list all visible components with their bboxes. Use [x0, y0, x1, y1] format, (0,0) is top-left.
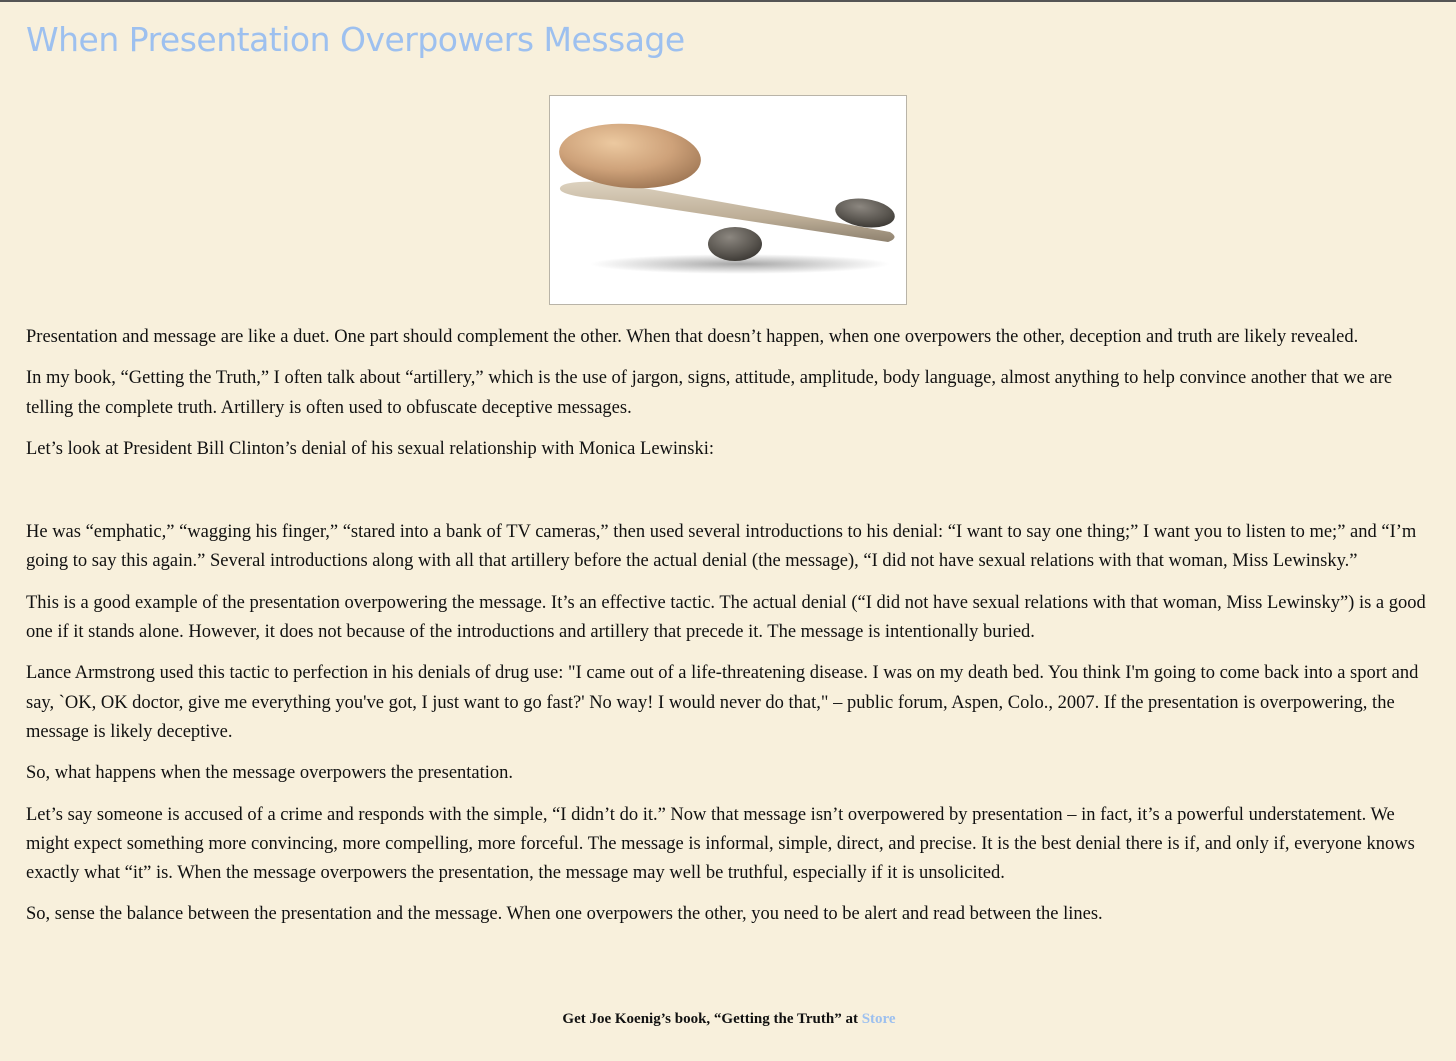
paragraph-accused: Let’s say someone is accused of a crime and responds with the simple, “I didn’t do it.” Now that message isn’t overpowered by presentation – in fact, it’s a powerful understatement. We might expect something more convincing, more compelling, more forceful. The message is informal, simple, direct, and precise. It is the best denial there is if, and only if, everyone knows exactly what “it” is. When the message overpowers the presentation, the message may well be truthful, especially if it is unsolicited. [26, 804, 1415, 884]
paragraph-spacer [26, 476, 1432, 518]
paragraph-armstrong: Lance Armstrong used this tactic to perfection in his denials of drug use: "I came out of a life-threatening disease. I was on my death bed. You think I'm going to come back into a sport and say, `OK, OK doctor, give me everything you've got, I just want to go fast?' No way! I would never do that," – public forum, Aspen, Colo., 2007. If the presentation is overpowering, the message is likely deceptive. [26, 663, 1419, 742]
paragraph-sense-balance: So, sense the balance between the presentation and the message. When one overpowers the other, you need to be alert and read between the lines. [26, 904, 1103, 925]
paragraph-clinton-denial: He was “emphatic,” “wagging his finger,” “stared into a bank of TV cameras,” then used several introductions to his denial: “I want to say one thing;” I want you to listen to me;” and “I’m going to say this again.” Several introductions along with all that artillery before the actual denial (the message), “I did not have sexual relations with that woman, Miss Lewinsky.” [26, 522, 1417, 572]
article-image [549, 95, 907, 305]
paragraph-good-example: This is a good example of the presentation overpowering the message. It’s an effective tactic. The actual denial (“I did not have sexual relations with that woman, Miss Lewinsky”) is a good one if it stands alone. However, it does not because of the introductions and artillery that precede it. The message is intentionally buried. [26, 592, 1426, 643]
paragraph-artillery: In my book, “Getting the Truth,” I often talk about “artillery,” which is the use of jargon, signs, attitude, amplitude, body language, almost anything to help convince another that we are telling the complete truth. Artillery is often used to obfuscate deceptive messages. [26, 368, 1393, 418]
book-promo-text: Get Joe Koenig’s book, “Getting the Truth” at [562, 1011, 862, 1027]
article-body [26, 323, 1432, 942]
article-title: When Presentation Overpowers Message [26, 20, 685, 59]
paragraph-duet: Presentation and message are like a duet. One part should complement the other. When that doesn’t happen, when one overpowers the other, deception and truth are likely revealed. [26, 327, 1359, 347]
paragraph-what-happens: So, what happens when the message overpowers the presentation. [26, 763, 514, 784]
top-divider [0, 0, 1456, 2]
book-promo [26, 1008, 1432, 1030]
paragraph-clinton-intro: Let’s look at President Bill Clinton’s denial of his sexual relationship with Monica Lewinski: [26, 438, 715, 459]
store-link[interactable]: Store [861, 1011, 896, 1027]
balanced-stones-illustration-icon [550, 96, 906, 304]
